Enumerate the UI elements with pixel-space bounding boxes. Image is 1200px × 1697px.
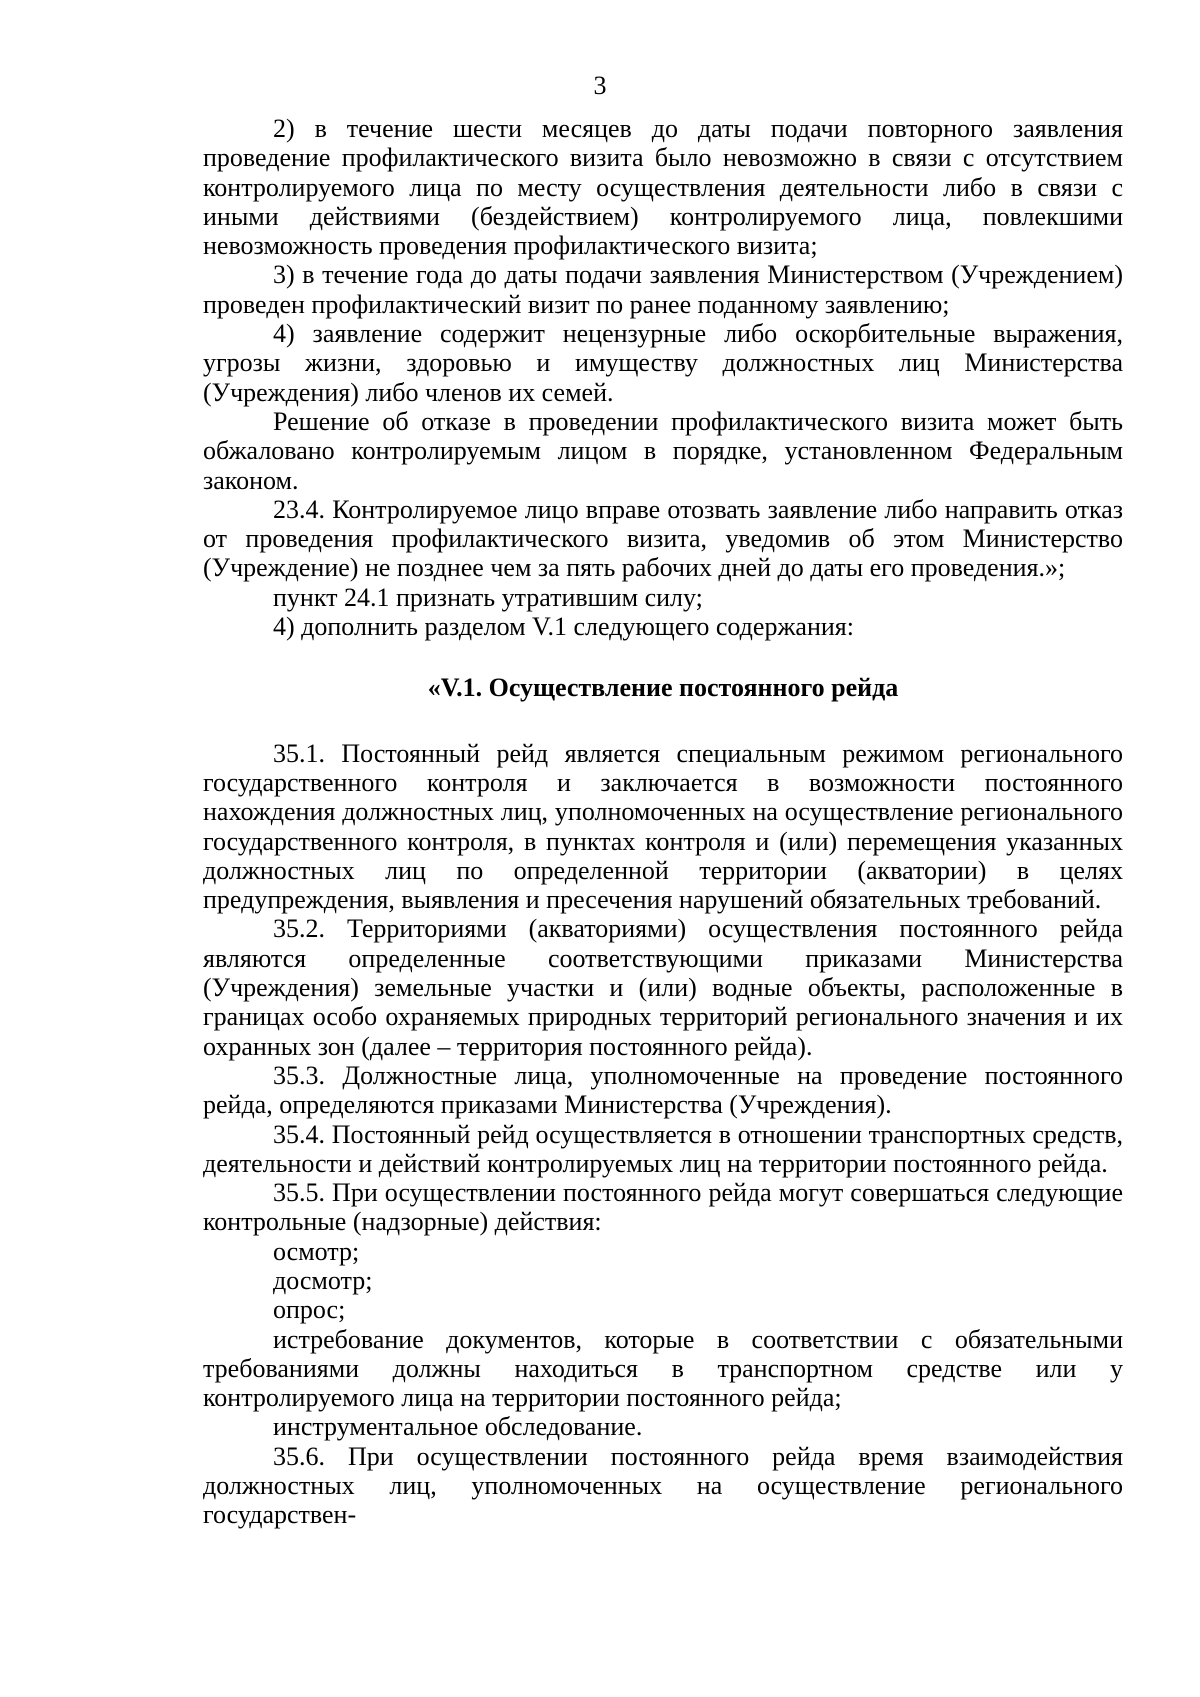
paragraph-item-3: 3) в течение года до даты подачи заявления Министерством (Учреждением) проведен профилактический визит по ранее поданному заявлению; [203,260,1123,319]
paragraph-35-4: 35.4. Постоянный рейд осуществляется в отношении транспортных средств, деятельности и действий контролируемых лиц на территории постоянного рейда. [203,1119,1123,1178]
list-item-survey: опрос; [273,1295,346,1325]
paragraph-item-4: 4) заявление содержит нецензурные либо оскорбительные выражения, угрозы жизни, здоровью и имуществу должностных лиц Министерства (Учреждения) либо членов их семей. [203,319,1123,407]
paragraph-24-1-repeal: пункт 24.1 признать утратившим силу; [273,582,703,612]
section-heading: «V.1. Осуществление постоянного рейда [427,673,899,703]
paragraph-35-3: 35.3. Должностные лица, уполномоченные на проведение постоянного рейда, определяются приказами Министерства (Учреждения). [203,1060,1123,1120]
page-number: 3 [593,71,607,100]
paragraph-35-2: 35.2. Территориями (акваториями) осуществления постоянного рейда являются определенные соответствующими приказами Министерства (Учреждения) земельные участки и (или) водные объекты, расположенные в границах особо охраняемых природных территорий регионального значения и их охранных зон (далее – территория постоянного рейда). [203,914,1123,1061]
paragraph-35-6: 35.6. При осуществлении постоянного рейда время взаимодействия должностных лиц, уполномоченных на осуществление регионального государствен- [203,1441,1123,1530]
list-item-search: досмотр; [273,1265,373,1295]
paragraph-item-2: 2) в течение шести месяцев до даты подачи повторного заявления проведение профилактического визита было невозможно в связи с отсутствием контролируемого лица по месту осуществления деятельности либо в связи с иными действиями (бездействием) контролируемого лица, повлекшими невозможность проведения профилактического визита; [203,114,1123,261]
list-item-inspection: осмотр; [273,1236,360,1266]
paragraph-appeal-decision: Решение об отказе в проведении профилактического визита может быть обжаловано контролируемым лицом в порядке, установленном Федеральным законом. [203,406,1123,495]
paragraph-35-5: 35.5. При осуществлении постоянного рейда могут совершаться следующие контрольные (надзорные) действия: [203,1178,1123,1237]
list-item-document-request: истребование документов, которые в соответствии с обязательными требованиями должны находиться в транспортном средстве или у контролируемого лица на территории постоянного рейда; [203,1324,1123,1413]
list-item-instrumental-examination: инструментальное обследование. [273,1412,643,1442]
paragraph-23-4: 23.4. Контролируемое лицо вправе отозвать заявление либо направить отказ от проведения профилактического визита, уведомив об этом Министерство (Учреждение) не позднее чем за пять рабочих дней до даты его проведения.»; [203,494,1123,583]
paragraph-35-1: 35.1. Постоянный рейд является специальным режимом регионального государственного контроля и заключается в возможности постоянного нахождения должностных лиц, уполномоченных на осуществление регионального государственного контроля, в пунктах контроля и (или) перемещения указанных должностных лиц по определенной территории (акватории) в целях предупреждения, выявления и пресечения нарушений обязательных требований. [203,738,1123,915]
paragraph-add-section: 4) дополнить разделом V.1 следующего содержания: [273,612,854,642]
document-body [203,114,1123,1530]
